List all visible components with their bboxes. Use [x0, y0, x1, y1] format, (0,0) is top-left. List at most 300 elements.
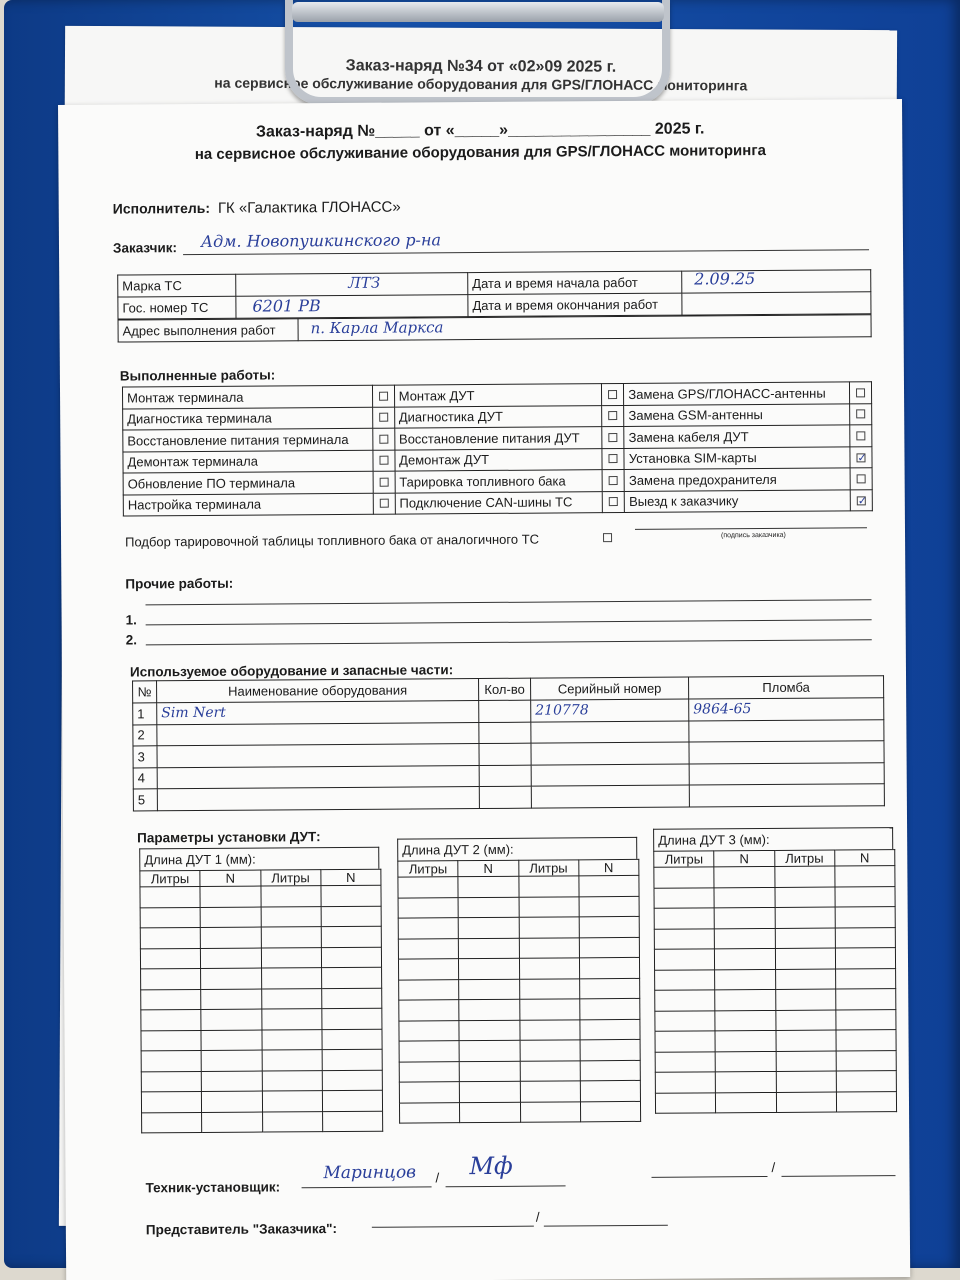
dut-cell[interactable] [715, 928, 775, 949]
dut-cell[interactable] [520, 1101, 580, 1122]
dut-row [141, 1090, 382, 1112]
dut-row [398, 875, 639, 897]
representative-label: Представитель "Заказчика": [145, 1221, 338, 1238]
other-item-1-label: 1. [125, 612, 137, 628]
work-checkbox[interactable] [379, 391, 388, 400]
dut-header-cell: Литры [140, 870, 200, 886]
work-checkbox-cell [850, 468, 872, 490]
work-checkbox-checked[interactable]: ✓ [857, 452, 867, 465]
dut-cell[interactable] [579, 937, 639, 958]
work-checkbox[interactable] [856, 431, 865, 440]
dut-cell[interactable] [399, 1020, 459, 1041]
dut-row [398, 937, 639, 959]
dut-cell[interactable] [654, 908, 714, 929]
equipment-cell-name[interactable] [157, 722, 479, 746]
dut-row [654, 948, 895, 970]
dut-row [655, 1030, 896, 1052]
work-checkbox-cell [850, 403, 872, 425]
equipment-cell-serial[interactable] [531, 742, 689, 765]
dut-cell[interactable] [202, 1071, 262, 1092]
work-item-label: Обновление ПО терминала [123, 471, 373, 494]
work-checkbox[interactable] [379, 413, 388, 422]
dut-cell[interactable] [835, 886, 895, 907]
dut-cell[interactable] [836, 1071, 896, 1092]
work-item-label: Настройка терминала [123, 493, 373, 516]
work-checkbox-checked[interactable]: ✓ [857, 495, 868, 508]
dut-cell[interactable] [836, 1091, 896, 1112]
work-item-label: Установка SIM-карты [624, 446, 850, 469]
dut-cell[interactable] [835, 968, 895, 989]
dut-cell[interactable] [200, 886, 260, 907]
dut-row [140, 947, 381, 969]
dut-cell[interactable] [715, 969, 775, 990]
dut-cell[interactable] [579, 916, 639, 937]
work-checkbox[interactable] [379, 456, 388, 465]
dut-cell[interactable] [261, 947, 321, 968]
dut-cell[interactable] [775, 928, 835, 949]
works-title: Выполненные работы: [119, 367, 276, 384]
other-item-2-label: 2. [125, 632, 138, 648]
dut-cell[interactable] [458, 876, 518, 897]
dut-cell[interactable] [140, 907, 200, 928]
dut-row [399, 978, 640, 1000]
dut-row [141, 1070, 382, 1092]
equipment-cell-seal[interactable] [689, 741, 884, 764]
dut-cell[interactable] [201, 1050, 261, 1071]
dut-row [399, 1039, 640, 1061]
work-item-label: Монтаж ДУТ [394, 384, 602, 407]
dut-row [141, 1008, 382, 1030]
dut-cell[interactable] [715, 1010, 775, 1031]
dut-row [398, 896, 639, 918]
dut-cell[interactable] [458, 897, 518, 918]
works-row [123, 489, 872, 516]
dut-cell[interactable] [460, 1081, 520, 1102]
equipment-cell-n: 4 [133, 767, 157, 789]
dut-cell[interactable] [715, 948, 775, 969]
work-checkbox-cell [373, 471, 395, 493]
dut-cell[interactable] [655, 990, 715, 1011]
dut-cell[interactable] [201, 948, 261, 969]
technician-sign-line[interactable] [446, 1185, 566, 1187]
dut-cell[interactable] [835, 927, 895, 948]
dut-row [655, 1091, 896, 1113]
dut-cell[interactable] [518, 876, 578, 897]
dut-cell[interactable] [201, 1030, 261, 1051]
dut-cell[interactable] [399, 1102, 459, 1123]
equipment-cell-name[interactable]: Sim Nert [157, 701, 479, 725]
dut-cell[interactable] [714, 887, 774, 908]
dut-cell[interactable] [520, 1040, 580, 1061]
other-item-2-line[interactable] [146, 639, 872, 645]
dut-cell[interactable] [580, 1101, 640, 1122]
dut-row [654, 907, 895, 929]
equipment-cell-name[interactable] [157, 744, 479, 768]
dut-cell[interactable] [655, 1010, 715, 1031]
dut-cell[interactable] [399, 1041, 459, 1062]
dut-cell[interactable] [775, 989, 835, 1010]
dut-cell[interactable] [655, 1051, 715, 1072]
dut-cell[interactable] [774, 887, 834, 908]
equipment-row [133, 784, 884, 811]
dut-cell[interactable] [321, 947, 381, 968]
dut-cell[interactable] [715, 1030, 775, 1051]
equipment-header-name: Наименование оборудования [157, 679, 479, 703]
dut-header-cell: Литры [518, 860, 578, 876]
work-item-label: Монтаж терминала [122, 385, 372, 408]
dut-cell[interactable] [458, 917, 518, 938]
equipment-cell-seal[interactable] [689, 762, 884, 785]
dut-cell[interactable] [654, 928, 714, 949]
work-checkbox[interactable] [609, 433, 618, 442]
dut-cell[interactable] [460, 1102, 520, 1123]
work-checkbox-cell [850, 446, 872, 468]
dut-cell[interactable] [654, 887, 714, 908]
clipboard-clip-bar [292, 2, 664, 22]
dut-cell[interactable] [836, 1009, 896, 1030]
dut-cell[interactable] [321, 967, 381, 988]
work-item-label: Демонтаж ДУТ [395, 448, 603, 471]
dut-cell[interactable] [775, 969, 835, 990]
work-checkbox[interactable] [609, 497, 618, 506]
dut-cell[interactable] [398, 959, 458, 980]
dut-cell[interactable] [459, 1040, 519, 1061]
dut-cell[interactable] [520, 1081, 580, 1102]
equipment-cell-serial[interactable]: 210778 [531, 699, 689, 722]
equipment-cell-serial[interactable] [531, 785, 689, 808]
equipment-table [132, 675, 885, 811]
dut-cell[interactable] [459, 1020, 519, 1041]
work-checkbox[interactable] [857, 474, 866, 483]
dut-header-cell: Литры [654, 851, 714, 867]
dut-cell[interactable] [321, 885, 381, 906]
work-checkbox-cell [602, 405, 624, 427]
dut-cell[interactable] [141, 989, 201, 1010]
dut-row [141, 988, 382, 1010]
dut-cell[interactable] [261, 1029, 321, 1050]
dut-cell[interactable] [580, 1060, 640, 1081]
extra-sign-line-2[interactable] [782, 1175, 896, 1177]
technician-slash: / [435, 1170, 440, 1186]
dut-cell[interactable] [519, 978, 579, 999]
dut-header-cell: N [834, 850, 894, 866]
dut-cell[interactable] [459, 938, 519, 959]
other-works-top-line [145, 599, 871, 605]
dut-cell[interactable] [775, 948, 835, 969]
dut-cell[interactable] [321, 926, 381, 947]
representative-slash: / [535, 1209, 540, 1225]
dut-cell[interactable] [776, 1051, 836, 1072]
dut-cell[interactable] [579, 896, 639, 917]
dut-cell[interactable] [655, 1092, 715, 1113]
dut-cell[interactable] [715, 989, 775, 1010]
representative-sign-line[interactable] [544, 1225, 668, 1227]
dut-cell[interactable] [519, 999, 579, 1020]
dut-cell[interactable] [776, 1071, 836, 1092]
work-item-label: Замена предохранителя [624, 468, 850, 491]
equipment-cell-qty[interactable] [479, 700, 531, 722]
dut-cell[interactable] [141, 968, 201, 989]
work-item-label: Замена GPS/ГЛОНАСС-антенны [624, 382, 850, 405]
work-checkbox[interactable] [608, 390, 617, 399]
work-checkbox-cell [602, 448, 624, 470]
equipment-cell-seal[interactable]: 9864-65 [689, 698, 884, 721]
dut-row [655, 1071, 896, 1093]
technician-label: Техник-установщик: [145, 1179, 281, 1196]
dut-cell[interactable] [775, 1030, 835, 1051]
dut-cell[interactable] [836, 1030, 896, 1051]
executor-label: Исполнитель: [112, 199, 211, 217]
dut-2-title: Длина ДУТ 2 (мм): [397, 837, 637, 861]
work-checkbox-cell [602, 427, 624, 449]
equipment-cell-name[interactable] [157, 787, 479, 811]
dut-cell[interactable] [321, 906, 381, 927]
dut-cell[interactable] [261, 1009, 321, 1030]
address-field[interactable] [298, 315, 871, 341]
dut-row [399, 1019, 640, 1041]
dut-cell[interactable] [519, 917, 579, 938]
work-checkbox[interactable] [609, 411, 618, 420]
dut-cell[interactable] [580, 1019, 640, 1040]
work-item-label: Восстановление питания ДУТ [394, 427, 602, 450]
equipment-cell-n: 3 [133, 746, 157, 768]
dut-cell[interactable] [398, 918, 458, 939]
dut-cell[interactable] [774, 866, 834, 887]
dut-row [398, 916, 639, 938]
dut-cell[interactable] [580, 1039, 640, 1060]
dut-cell[interactable] [716, 1071, 776, 1092]
dut-cell[interactable] [261, 927, 321, 948]
dut-row [655, 968, 896, 990]
equipment-cell-n: 5 [133, 789, 157, 811]
dut-cell[interactable] [141, 1030, 201, 1051]
dut-row [654, 927, 895, 949]
work-item-label: Диагностика ДУТ [394, 405, 602, 428]
dut-cell[interactable] [398, 897, 458, 918]
equipment-cell-seal[interactable] [689, 719, 884, 742]
equipment-header-serial: Серийный номер [531, 677, 689, 700]
dut-cell[interactable] [654, 949, 714, 970]
equipment-cell-n: 1 [133, 703, 157, 725]
dut-cell[interactable] [520, 1060, 580, 1081]
dut-cell[interactable] [775, 907, 835, 928]
dut-cell[interactable] [835, 989, 895, 1010]
equipment-cell-n: 2 [133, 724, 157, 746]
dut-cell[interactable] [835, 907, 895, 928]
dut-cell[interactable] [200, 907, 260, 928]
dut-cell[interactable] [141, 1071, 201, 1092]
dut-cell[interactable] [519, 937, 579, 958]
signature-hint: (подпись заказчика) [721, 531, 786, 540]
dut-cell[interactable] [262, 1050, 322, 1071]
dut-cell[interactable] [141, 1091, 201, 1112]
technician-name-line[interactable] [302, 1186, 432, 1188]
dut-cell[interactable] [140, 948, 200, 969]
equipment-cell-name[interactable] [157, 765, 479, 789]
work-checkbox-cell [850, 425, 872, 447]
work-item-label: Выезд к заказчику [625, 489, 851, 512]
dut-cell[interactable] [322, 1029, 382, 1050]
customer-value[interactable]: Адм. Новопушкинского р-на [200, 230, 442, 251]
dut-cell[interactable] [260, 886, 320, 907]
dut-cell[interactable] [398, 877, 458, 898]
equipment-cell-seal[interactable] [689, 784, 884, 807]
dut-cell[interactable] [140, 886, 200, 907]
equipment-title: Используемое оборудование и запасные части: [129, 662, 454, 680]
dut-cell[interactable] [775, 1010, 835, 1031]
dut-cell[interactable] [322, 1008, 382, 1029]
dut-cell[interactable] [322, 1090, 382, 1111]
work-checkbox-cell [373, 428, 395, 450]
work-checkbox[interactable] [609, 454, 618, 463]
brand-field[interactable] [236, 273, 468, 297]
executor-value: ГК «Галактика ГЛОНАСС» [217, 198, 401, 217]
dut-cell[interactable] [399, 1061, 459, 1082]
work-item-label: Подключение CAN-шины ТС [395, 491, 603, 514]
dut-cell[interactable] [835, 948, 895, 969]
dut-cell[interactable] [519, 896, 579, 917]
dut-cell[interactable] [141, 1050, 201, 1071]
equipment-cell-qty[interactable] [479, 722, 531, 744]
dut-cell[interactable] [714, 907, 774, 928]
extra-slash: / [771, 1159, 776, 1175]
customer-label: Заказчик: [112, 240, 178, 256]
dut-cell[interactable] [655, 1072, 715, 1093]
dut-cell[interactable] [459, 979, 519, 1000]
tariff-checkbox[interactable] [603, 533, 612, 542]
dut-cell[interactable] [201, 927, 261, 948]
work-checkbox[interactable] [856, 410, 865, 419]
dut-cell[interactable] [519, 1019, 579, 1040]
work-checkbox-cell [603, 491, 625, 513]
dut-header-cell: N [321, 869, 381, 885]
plate-label: Гос. номер ТС [118, 296, 236, 319]
dut-cell[interactable] [716, 1092, 776, 1113]
dut-cell[interactable] [201, 968, 261, 989]
dut-cell[interactable] [714, 866, 774, 887]
work-item-label: Замена GSM-антенны [624, 403, 850, 426]
dut-cell[interactable] [321, 988, 381, 1009]
dut-cell[interactable] [261, 906, 321, 927]
dut-cell[interactable] [399, 1082, 459, 1103]
dut-cell[interactable] [398, 938, 458, 959]
work-checkbox[interactable] [379, 499, 388, 508]
dut-cell[interactable] [322, 1049, 382, 1070]
dut-cell[interactable] [399, 979, 459, 1000]
dut-cell[interactable] [655, 969, 715, 990]
dut-cell[interactable] [262, 1111, 322, 1132]
equipment-header-number: № [133, 681, 157, 703]
equipment-cell-qty[interactable] [479, 743, 531, 765]
extra-sign-line-1[interactable] [652, 1176, 768, 1178]
representative-name-line[interactable] [372, 1226, 534, 1228]
dut-cell[interactable] [459, 958, 519, 979]
dut-row [654, 866, 895, 888]
dut-3-title: Длина ДУТ 3 (мм): [653, 827, 893, 851]
dut-2-table [397, 859, 641, 1124]
dut-cell[interactable] [580, 998, 640, 1019]
dut-cell[interactable] [836, 1050, 896, 1071]
dut-cell[interactable] [459, 999, 519, 1020]
work-checkbox[interactable] [856, 388, 865, 397]
dut-cell[interactable] [580, 1080, 640, 1101]
dut-row [399, 1101, 640, 1123]
dut-cell[interactable] [399, 1000, 459, 1021]
work-item-label: Демонтаж терминала [123, 450, 373, 473]
dut-cell[interactable] [322, 1111, 382, 1132]
executor-row [113, 199, 401, 218]
start-field[interactable] [682, 270, 871, 293]
dut-row [140, 926, 381, 948]
dut-cell[interactable] [519, 958, 579, 979]
dut-row [141, 1029, 382, 1051]
work-checkbox-cell [372, 385, 394, 407]
dut-cell[interactable] [141, 1009, 201, 1030]
work-checkbox[interactable] [379, 477, 388, 486]
work-checkbox[interactable] [379, 434, 388, 443]
dut-cell[interactable] [261, 988, 321, 1009]
dut-cell[interactable] [776, 1092, 836, 1113]
equipment-cell-qty[interactable] [479, 786, 531, 808]
dut-row [399, 1080, 640, 1102]
dut-1-title: Длина ДУТ 1 (мм): [139, 847, 379, 871]
dut-cell[interactable] [261, 968, 321, 989]
dut-cell[interactable] [140, 927, 200, 948]
address-table [118, 314, 872, 342]
address-value: п. Карла Маркса [310, 317, 444, 337]
equipment-cell-serial[interactable] [531, 721, 689, 744]
dut-header-row [398, 859, 639, 877]
other-item-1-line[interactable] [146, 619, 872, 625]
work-checkbox[interactable] [609, 476, 618, 485]
dut-cell[interactable] [835, 866, 895, 887]
dut-cell[interactable] [262, 1070, 322, 1091]
work-checkbox-cell [372, 407, 394, 429]
back-sheet-title: Заказ-наряд №34 от «02»09 2025 г. [345, 57, 617, 76]
dut-cell[interactable] [262, 1091, 322, 1112]
dut-cell[interactable] [202, 1112, 262, 1133]
work-checkbox-cell [373, 450, 395, 472]
dut-header-cell: Литры [774, 850, 834, 866]
dut-cell[interactable] [715, 1051, 775, 1072]
dut-row [654, 886, 895, 908]
dut-cell[interactable] [579, 978, 639, 999]
dut-cell[interactable] [322, 1070, 382, 1091]
plate-field[interactable] [236, 295, 468, 319]
dut-cell[interactable] [201, 1009, 261, 1030]
dut-cell[interactable] [579, 957, 639, 978]
dut-header-cell: Литры [260, 870, 320, 886]
brand-value: ЛТЗ [348, 273, 381, 292]
dut-cell[interactable] [202, 1091, 262, 1112]
work-checkbox-cell [850, 489, 872, 511]
equipment-header-seal: Пломба [689, 676, 884, 699]
start-value: 2.09.25 [694, 269, 756, 289]
dut-cell[interactable] [655, 1031, 715, 1052]
work-checkbox-cell [373, 493, 395, 515]
end-field[interactable] [682, 292, 871, 315]
dut-cell[interactable] [142, 1112, 202, 1133]
equipment-cell-qty[interactable] [479, 765, 531, 787]
equipment-cell-serial[interactable] [531, 764, 689, 787]
dut-cell[interactable] [201, 989, 261, 1010]
dut-header-cell: Литры [398, 861, 458, 877]
dut-cell[interactable] [459, 1061, 519, 1082]
dut-row [141, 1049, 382, 1071]
dut-cell[interactable] [654, 867, 714, 888]
dut-title: Параметры установки ДУТ: [137, 829, 321, 846]
dut-cell[interactable] [579, 875, 639, 896]
